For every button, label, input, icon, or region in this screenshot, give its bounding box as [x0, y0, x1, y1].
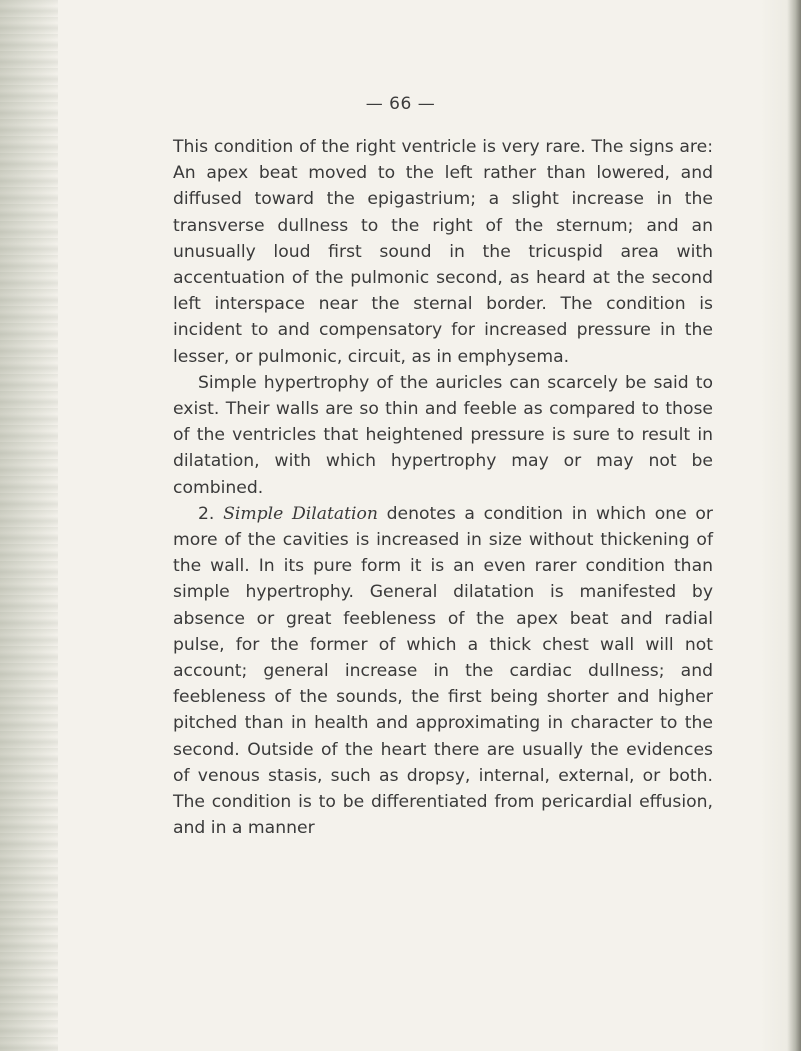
body-text: [173, 134, 713, 841]
paragraph-1: This condition of the right ventricle is very rare. The signs are: An apex beat moved to the left rather than lowered, and diffused toward the epigastrium; a slight increase in the transverse dullness to the right of the sternum; and an unusually loud first sound in the tricuspid area with accentuation of the pulmonic second, as heard at the second left interspace near the sternal border. The condition is incident to and compensatory for increased pressure in the lesser, or pulmonic, circuit, as in emphysema.: [173, 137, 713, 367]
paragraph-2: Simple hypertrophy of the auricles can scarcely be said to exist. Their walls are so thin and feeble as compared to those of the ventricles that heightened pressure is sure to result in dilatation, with which hypertrophy may or may not be combined.: [173, 372, 713, 498]
page-left-edge-shadow: [0, 0, 58, 1051]
paragraph-3-text: denotes a condition in which one or more of the cavities is increased in size without thickening of the wall. In its pure form it is an even rarer condition than simple hypertrophy. General dilatation is manifested by absence or great feebleness of the apex beat and radial pulse, for the former of which a thick chest wall will not account; general increase in the cardiac dullness; and feebleness of the sounds, the first being shorter and higher pitched than in health and approximating in character to the second. Outside of the heart there are usually the evidences of venous stasis, such as dropsy, internal, external, or both. The condition is to be differentiated from pericardial effusion, and in a manner: [173, 503, 713, 839]
page-right-edge-shadow: [787, 0, 801, 1051]
page-number: — 66 —: [365, 94, 436, 114]
section-title: Simple Dilatation: [223, 503, 378, 524]
section-number: 2.: [198, 503, 215, 524]
paragraph-3: [173, 501, 713, 842]
